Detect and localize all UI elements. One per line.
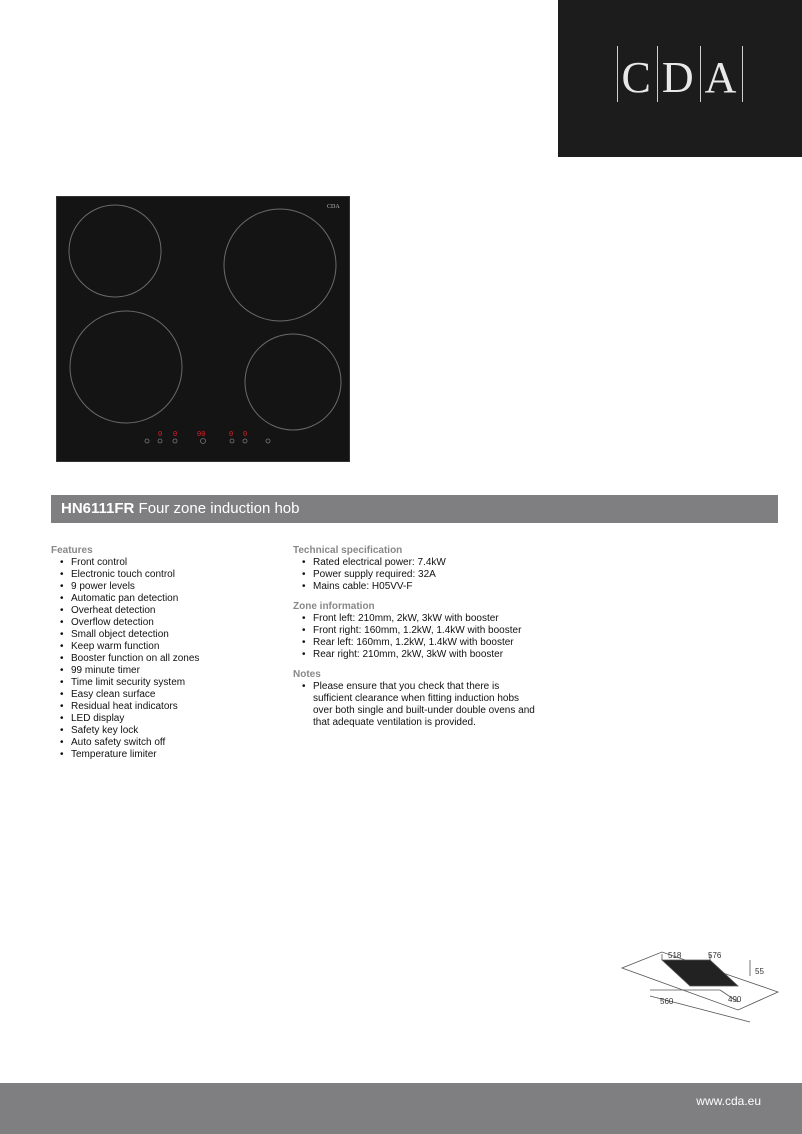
product-title-bar — [51, 495, 778, 523]
rear-right-zone — [224, 209, 336, 321]
zone-item: • Rear right: 210mm, 2kW, 3kW with booster — [313, 649, 543, 661]
zone-item: • Rear left: 160mm, 1.2kW, 1.4kW with booster — [313, 637, 543, 649]
feature-item: • 99 minute timer — [71, 665, 271, 677]
hob-top — [662, 960, 738, 986]
technical-item: • Mains cable: H05VV-F — [313, 581, 543, 593]
product-image-hob — [56, 196, 350, 462]
feature-item: • Temperature limiter — [71, 749, 271, 761]
dim-label: 518 — [668, 951, 682, 960]
hob-illustration — [57, 197, 349, 461]
dim-label: 55 — [755, 967, 764, 976]
note-item: • Please ensure that you check that there is sufficient clearance when fitting induction hobs over both single and built-under double ovens and that adequate ventilation is provided. — [313, 681, 538, 729]
notes-list — [293, 681, 543, 729]
feature-item: • Electronic touch control — [71, 569, 271, 581]
feature-item: • Front control — [71, 557, 271, 569]
specs-column — [293, 545, 543, 737]
touch-key — [145, 439, 149, 443]
logo-letter: A — [704, 53, 739, 103]
rear-left-zone — [69, 205, 161, 297]
technical-item: • Power supply required: 32A — [313, 569, 543, 581]
zone-item: • Front left: 210mm, 2kW, 3kW with booster — [313, 613, 543, 625]
front-left-zone — [70, 311, 182, 423]
hob-brand-mark: CDA — [327, 204, 340, 210]
feature-item: • Residual heat indicators — [71, 701, 271, 713]
notes-heading: Notes — [293, 669, 321, 680]
touch-key — [266, 439, 270, 443]
model-number: HN6111FR — [61, 500, 135, 517]
feature-item: • Time limit security system — [71, 677, 271, 689]
brand-logo — [558, 0, 802, 157]
feature-item: • Overflow detection — [71, 617, 271, 629]
feature-item: • Keep warm function — [71, 641, 271, 653]
technical-section — [293, 545, 543, 593]
touch-key — [243, 439, 247, 443]
dimension-drawing — [620, 946, 780, 1026]
dim-label: 490 — [728, 995, 742, 1004]
dim-label: 560 — [660, 997, 674, 1006]
website-link[interactable]: www.cda.eu — [696, 1094, 761, 1108]
dim-label: 576 — [708, 951, 722, 960]
zones-section — [293, 601, 543, 661]
display-digit: 0 — [158, 431, 163, 439]
footer-bar — [0, 1083, 802, 1134]
zones-list — [293, 613, 543, 661]
dimension-diagram — [620, 946, 780, 1026]
feature-item: • Auto safety switch off — [71, 737, 271, 749]
notes-section — [293, 669, 543, 729]
front-right-zone — [245, 334, 341, 430]
features-section — [51, 545, 271, 761]
product-description: Four zone induction hob — [138, 500, 300, 517]
feature-item: • Safety key lock — [71, 725, 271, 737]
display-digit: 0 — [173, 431, 178, 439]
feature-item: • Small object detection — [71, 629, 271, 641]
logo-letter: C — [621, 53, 653, 103]
touch-key — [201, 439, 206, 444]
feature-item: • Automatic pan detection — [71, 593, 271, 605]
display-digit: 0 — [243, 431, 248, 439]
feature-item: • Easy clean surface — [71, 689, 271, 701]
zone-item: • Front right: 160mm, 1.2kW, 1.4kW with booster — [313, 625, 543, 637]
display-digit: 0 — [229, 431, 234, 439]
feature-item: • 9 power levels — [71, 581, 271, 593]
display-digit: 00 — [197, 431, 206, 439]
technical-heading: Technical specification — [293, 545, 403, 556]
zones-heading: Zone information — [293, 601, 375, 612]
features-heading: Features — [51, 545, 93, 556]
touch-key — [158, 439, 162, 443]
feature-item: • Overheat detection — [71, 605, 271, 617]
technical-list — [293, 557, 543, 593]
feature-item: • Booster function on all zones — [71, 653, 271, 665]
features-list — [51, 557, 271, 761]
touch-key — [230, 439, 234, 443]
logo-letter: D — [661, 53, 696, 103]
feature-item: • LED display — [71, 713, 271, 725]
logo-wordmark — [558, 48, 802, 106]
touch-key — [173, 439, 177, 443]
technical-item: • Rated electrical power: 7.4kW — [313, 557, 543, 569]
